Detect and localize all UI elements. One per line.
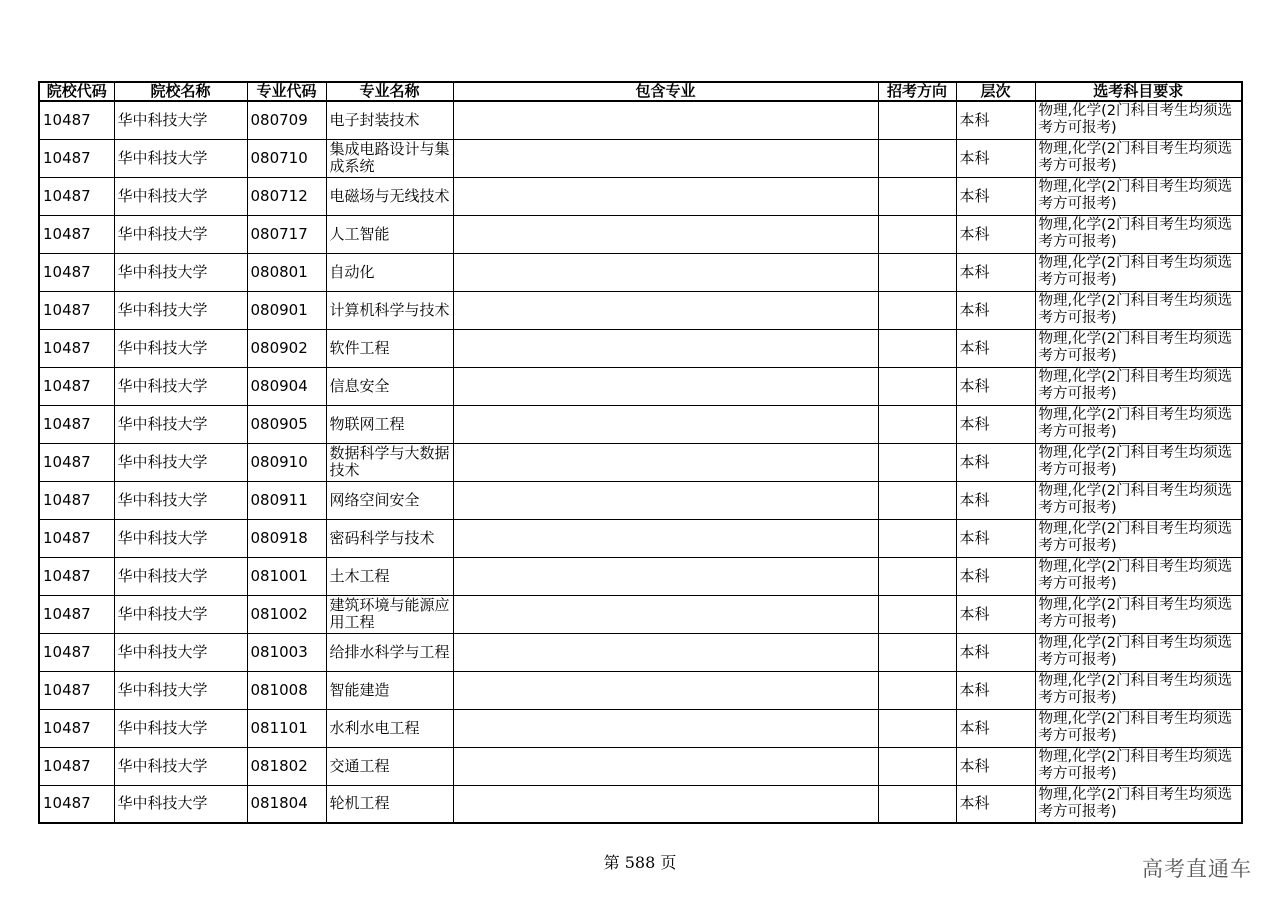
watermark: 高考直通车 [1142,857,1252,881]
included-majors-cell [453,253,878,291]
table-row [39,177,1242,215]
major-name-cell: 人工智能 [326,215,453,253]
subject-requirement-cell: 物理,化学(2门科目考生均须选考方可报考) [1035,139,1242,177]
subject-requirement-cell: 物理,化学(2门科目考生均须选考方可报考) [1035,785,1242,823]
school-code-cell: 10487 [39,709,114,747]
school-name-cell: 华中科技大学 [114,215,247,253]
included-majors-cell [453,367,878,405]
school-code-cell: 10487 [39,481,114,519]
school-name-cell: 华中科技大学 [114,519,247,557]
major-name-cell: 网络空间安全 [326,481,453,519]
level-cell: 本科 [956,747,1035,785]
major-name-cell: 数据科学与大数据技术 [326,443,453,481]
school-name-cell: 华中科技大学 [114,329,247,367]
subject-requirement-cell: 物理,化学(2门科目考生均须选考方可报考) [1035,329,1242,367]
included-majors-cell [453,291,878,329]
included-majors-cell [453,519,878,557]
major-code-cell: 080910 [247,443,326,481]
level-cell: 本科 [956,443,1035,481]
level-cell: 本科 [956,595,1035,633]
table-row [39,291,1242,329]
major-code-cell: 080709 [247,101,326,139]
direction-cell [878,139,956,177]
direction-cell [878,671,956,709]
direction-cell [878,101,956,139]
major-name-cell: 电子封装技术 [326,101,453,139]
school-code-cell: 10487 [39,443,114,481]
school-code-cell: 10487 [39,291,114,329]
school-name-cell: 华中科技大学 [114,177,247,215]
table-row [39,367,1242,405]
table-row [39,671,1242,709]
level-cell: 本科 [956,557,1035,595]
table-row [39,253,1242,291]
direction-cell [878,177,956,215]
major-code-cell: 081804 [247,785,326,823]
subject-requirement-cell: 物理,化学(2门科目考生均须选考方可报考) [1035,101,1242,139]
major-code-cell: 080712 [247,177,326,215]
included-majors-cell [453,595,878,633]
level-cell: 本科 [956,215,1035,253]
table-row [39,443,1242,481]
major-code-cell: 081003 [247,633,326,671]
included-majors-cell [453,177,878,215]
direction-cell [878,709,956,747]
major-name-cell: 轮机工程 [326,785,453,823]
school-code-cell: 10487 [39,671,114,709]
table-row [39,519,1242,557]
school-code-cell: 10487 [39,139,114,177]
major-code-cell: 080717 [247,215,326,253]
school-name-cell: 华中科技大学 [114,747,247,785]
included-majors-cell [453,329,878,367]
header-subject-requirement: 选考科目要求 [1035,82,1242,101]
subject-requirement-cell: 物理,化学(2门科目考生均须选考方可报考) [1035,633,1242,671]
table-row [39,785,1242,823]
table-row [39,633,1242,671]
school-name-cell: 华中科技大学 [114,101,247,139]
included-majors-cell [453,785,878,823]
major-code-cell: 080902 [247,329,326,367]
header-level: 层次 [956,82,1035,101]
table-row [39,595,1242,633]
school-code-cell: 10487 [39,785,114,823]
table-row [39,557,1242,595]
major-name-cell: 给排水科学与工程 [326,633,453,671]
direction-cell [878,595,956,633]
school-name-cell: 华中科技大学 [114,443,247,481]
table-row [39,101,1242,139]
subject-requirement-cell: 物理,化学(2门科目考生均须选考方可报考) [1035,177,1242,215]
level-cell: 本科 [956,709,1035,747]
major-code-cell: 081002 [247,595,326,633]
school-code-cell: 10487 [39,633,114,671]
table-row [39,139,1242,177]
direction-cell [878,443,956,481]
school-name-cell: 华中科技大学 [114,405,247,443]
major-name-cell: 自动化 [326,253,453,291]
included-majors-cell [453,557,878,595]
major-name-cell: 智能建造 [326,671,453,709]
school-name-cell: 华中科技大学 [114,595,247,633]
subject-requirement-cell: 物理,化学(2门科目考生均须选考方可报考) [1035,443,1242,481]
major-name-cell: 集成电路设计与集成系统 [326,139,453,177]
header-school-code: 院校代码 [39,82,114,101]
included-majors-cell [453,671,878,709]
level-cell: 本科 [956,671,1035,709]
school-code-cell: 10487 [39,405,114,443]
direction-cell [878,633,956,671]
major-code-cell: 080911 [247,481,326,519]
subject-requirement-cell: 物理,化学(2门科目考生均须选考方可报考) [1035,519,1242,557]
direction-cell [878,481,956,519]
level-cell: 本科 [956,405,1035,443]
direction-cell [878,253,956,291]
school-code-cell: 10487 [39,519,114,557]
major-name-cell: 物联网工程 [326,405,453,443]
direction-cell [878,215,956,253]
included-majors-cell [453,633,878,671]
direction-cell [878,367,956,405]
school-code-cell: 10487 [39,215,114,253]
major-name-cell: 水利水电工程 [326,709,453,747]
subject-requirement-cell: 物理,化学(2门科目考生均须选考方可报考) [1035,557,1242,595]
included-majors-cell [453,709,878,747]
level-cell: 本科 [956,291,1035,329]
major-code-cell: 080801 [247,253,326,291]
subject-requirement-cell: 物理,化学(2门科目考生均须选考方可报考) [1035,405,1242,443]
major-code-cell: 080918 [247,519,326,557]
major-name-cell: 密码科学与技术 [326,519,453,557]
table-row [39,481,1242,519]
major-code-cell: 080710 [247,139,326,177]
table-row [39,329,1242,367]
level-cell: 本科 [956,785,1035,823]
school-name-cell: 华中科技大学 [114,481,247,519]
school-code-cell: 10487 [39,101,114,139]
table-row [39,709,1242,747]
major-code-cell: 081008 [247,671,326,709]
level-cell: 本科 [956,367,1035,405]
table-row [39,215,1242,253]
direction-cell [878,329,956,367]
school-name-cell: 华中科技大学 [114,291,247,329]
school-name-cell: 华中科技大学 [114,253,247,291]
major-name-cell: 计算机科学与技术 [326,291,453,329]
direction-cell [878,405,956,443]
school-code-cell: 10487 [39,329,114,367]
subject-requirement-cell: 物理,化学(2门科目考生均须选考方可报考) [1035,709,1242,747]
school-name-cell: 华中科技大学 [114,709,247,747]
header-school-name: 院校名称 [114,82,247,101]
school-code-cell: 10487 [39,367,114,405]
header-direction: 招考方向 [878,82,956,101]
school-name-cell: 华中科技大学 [114,671,247,709]
table-row [39,405,1242,443]
subject-requirement-cell: 物理,化学(2门科目考生均须选考方可报考) [1035,595,1242,633]
subject-requirement-cell: 物理,化学(2门科目考生均须选考方可报考) [1035,215,1242,253]
major-name-cell: 软件工程 [326,329,453,367]
direction-cell [878,557,956,595]
level-cell: 本科 [956,481,1035,519]
included-majors-cell [453,443,878,481]
level-cell: 本科 [956,633,1035,671]
major-name-cell: 土木工程 [326,557,453,595]
included-majors-cell [453,215,878,253]
level-cell: 本科 [956,329,1035,367]
included-majors-cell [453,747,878,785]
subject-requirement-cell: 物理,化学(2门科目考生均须选考方可报考) [1035,367,1242,405]
level-cell: 本科 [956,253,1035,291]
school-code-cell: 10487 [39,595,114,633]
subject-requirement-cell: 物理,化学(2门科目考生均须选考方可报考) [1035,671,1242,709]
major-code-cell: 080905 [247,405,326,443]
subject-requirement-cell: 物理,化学(2门科目考生均须选考方可报考) [1035,747,1242,785]
school-code-cell: 10487 [39,557,114,595]
major-code-cell: 081001 [247,557,326,595]
included-majors-cell [453,481,878,519]
direction-cell [878,519,956,557]
school-name-cell: 华中科技大学 [114,633,247,671]
major-name-cell: 电磁场与无线技术 [326,177,453,215]
major-name-cell: 交通工程 [326,747,453,785]
school-name-cell: 华中科技大学 [114,367,247,405]
subject-requirement-cell: 物理,化学(2门科目考生均须选考方可报考) [1035,291,1242,329]
page-number: 第 588 页 [603,853,677,872]
school-name-cell: 华中科技大学 [114,557,247,595]
direction-cell [878,291,956,329]
level-cell: 本科 [956,177,1035,215]
direction-cell [878,785,956,823]
major-code-cell: 081101 [247,709,326,747]
header-major-code: 专业代码 [247,82,326,101]
major-code-cell: 080904 [247,367,326,405]
table-row [39,747,1242,785]
school-code-cell: 10487 [39,253,114,291]
major-name-cell: 信息安全 [326,367,453,405]
subject-requirement-cell: 物理,化学(2门科目考生均须选考方可报考) [1035,481,1242,519]
included-majors-cell [453,405,878,443]
admission-table [38,81,1243,824]
level-cell: 本科 [956,139,1035,177]
major-code-cell: 081802 [247,747,326,785]
school-code-cell: 10487 [39,177,114,215]
header-included-majors: 包含专业 [453,82,878,101]
included-majors-cell [453,101,878,139]
included-majors-cell [453,139,878,177]
school-name-cell: 华中科技大学 [114,785,247,823]
school-name-cell: 华中科技大学 [114,139,247,177]
school-code-cell: 10487 [39,747,114,785]
level-cell: 本科 [956,519,1035,557]
level-cell: 本科 [956,101,1035,139]
major-code-cell: 080901 [247,291,326,329]
table-body [39,101,1242,823]
major-name-cell: 建筑环境与能源应用工程 [326,595,453,633]
subject-requirement-cell: 物理,化学(2门科目考生均须选考方可报考) [1035,253,1242,291]
direction-cell [878,747,956,785]
header-row [39,82,1242,101]
header-major-name: 专业名称 [326,82,453,101]
